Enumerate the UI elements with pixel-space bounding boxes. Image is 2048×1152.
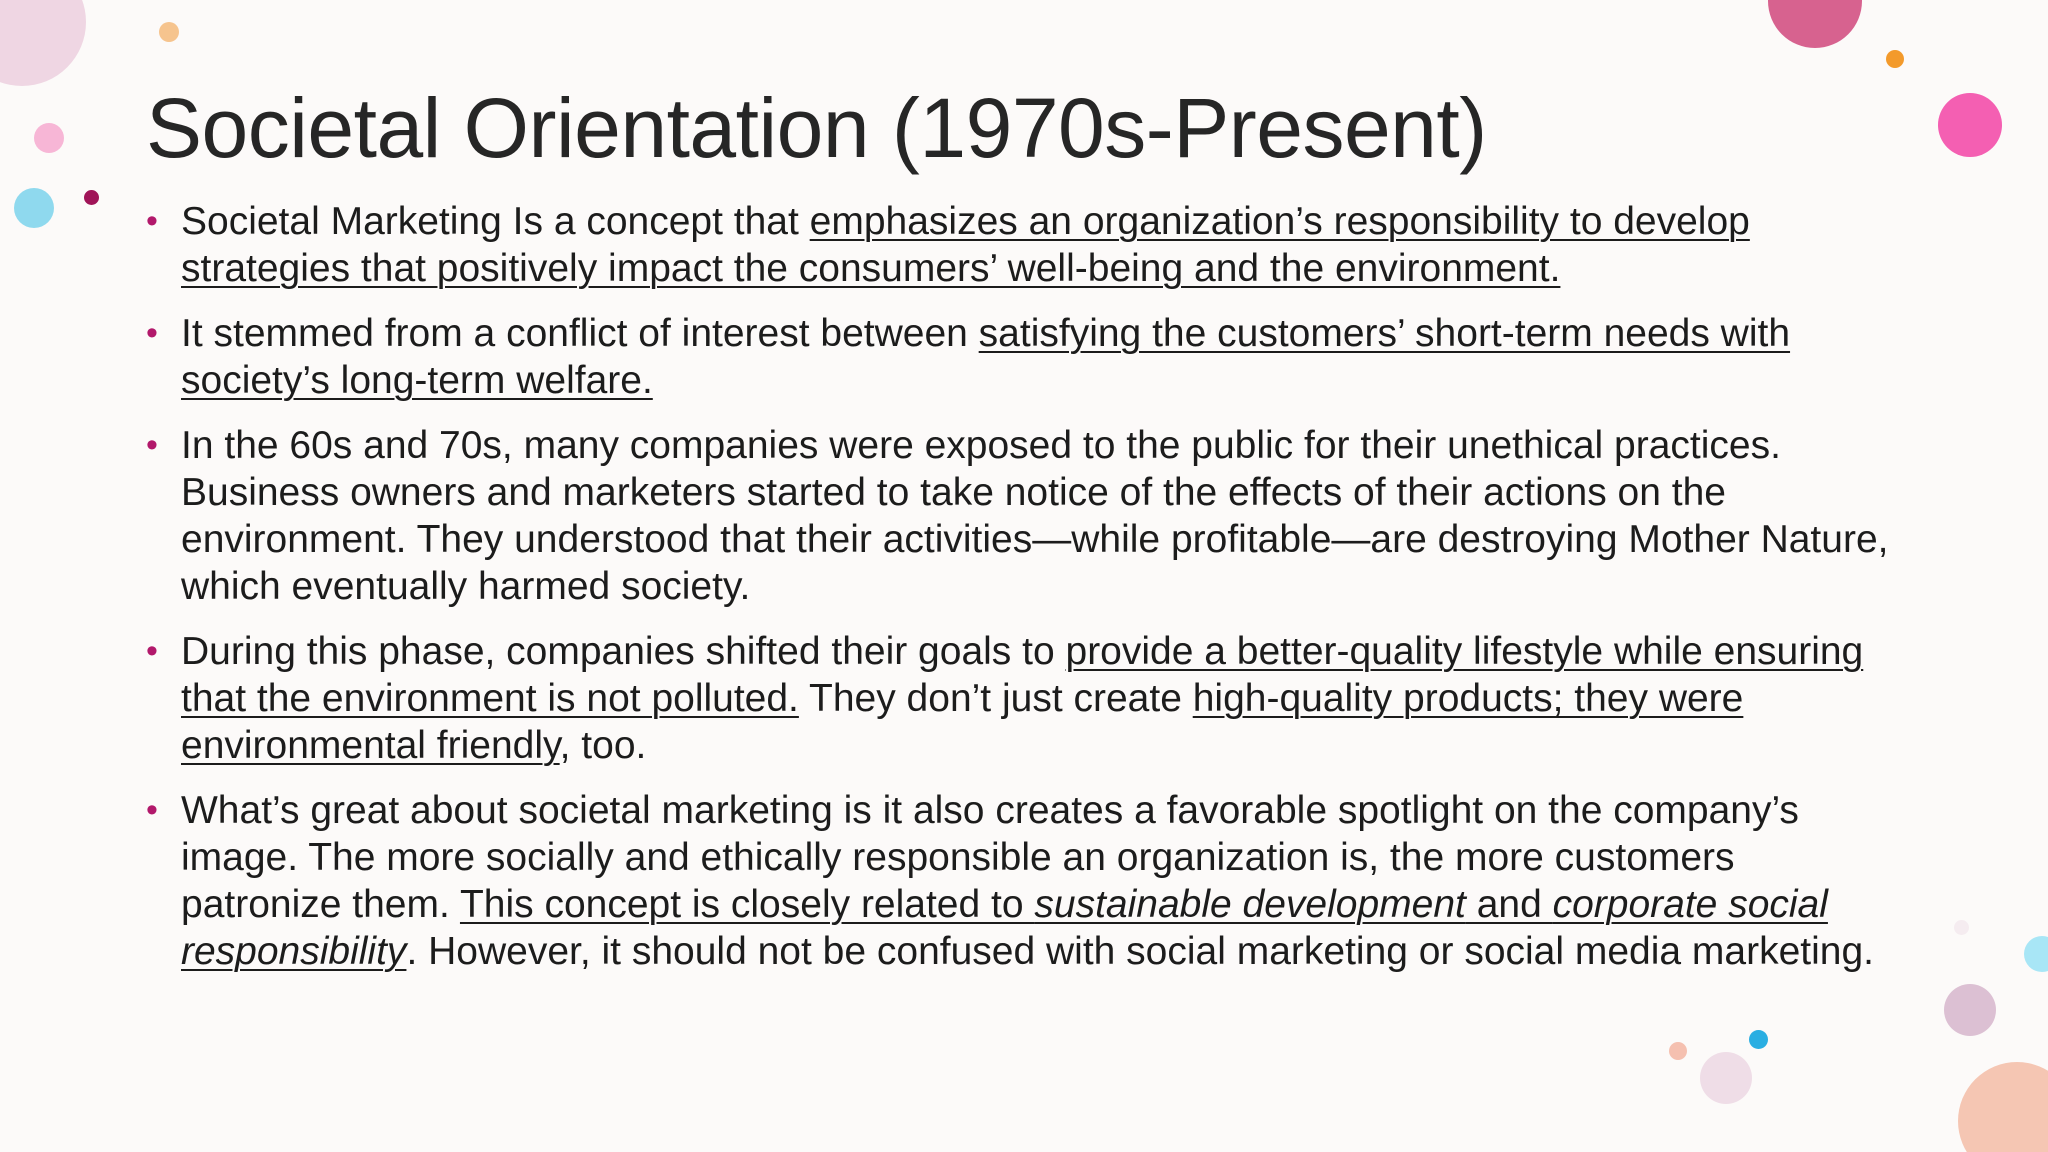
underlined-phrase: satisfying the customers’ short-term needs with society’s long-term welfare. [181, 312, 1791, 402]
bullet-icon: • [146, 314, 158, 352]
bullet-text: In the 60s and 70s, many companies were exposed to the public for their unethical practices. Business owners and marketers started to take notice of the effects of their actions on the environment. They understood that their activities—while profitable—are destroying Mother Nature, which eventually harmed society. [181, 424, 1889, 608]
italic-underlined-term: sustainable development [1034, 883, 1466, 926]
bullet-item [146, 628, 1896, 769]
bullet-item [146, 198, 1896, 292]
italic-underlined-term: corporate social responsibility [181, 883, 1828, 973]
bullet-text: It stemmed from a conflict of interest between [181, 312, 979, 355]
bullet-text: , too. [559, 724, 647, 767]
decorative-dot [1669, 1042, 1687, 1060]
decorative-dot [1954, 920, 1969, 935]
decorative-dot [1938, 93, 2002, 157]
bullet-icon: • [146, 202, 158, 240]
bullet-item [146, 310, 1896, 404]
underlined-phrase: provide a better-quality lifestyle while ensuring that the environment is not polluted. [181, 630, 1864, 720]
bullet-item [146, 422, 1896, 610]
decorative-dot [1958, 1062, 2048, 1152]
underlined-phrase: This concept is closely related to [459, 883, 1035, 926]
bullet-text: They don’t just create [798, 677, 1193, 720]
bullet-item [146, 787, 1896, 975]
decorative-dot [34, 123, 64, 153]
slide-title: Societal Orientation (1970s-Present) [146, 81, 1487, 175]
bullet-text: Societal Marketing Is a concept that [181, 200, 810, 243]
decorative-dot [1944, 984, 1996, 1036]
decorative-dot [1749, 1030, 1768, 1049]
bullet-text: What’s great about societal marketing is it also creates a favorable spotlight on the company’s image. The more socially and ethically responsible an organization is, the more customers patronize them. [181, 789, 1799, 926]
decorative-dot [2024, 936, 2048, 972]
decorative-dot [1886, 50, 1904, 68]
decorative-dot [14, 188, 54, 228]
bullet-icon: • [146, 632, 158, 670]
underlined-phrase: and [1465, 883, 1553, 926]
underlined-phrase: high-quality products; they were environmental friendly [181, 677, 1744, 767]
decorative-dot [0, 0, 86, 86]
bullet-icon: • [146, 791, 158, 829]
decorative-dot [159, 22, 179, 42]
decorative-dot [1700, 1052, 1752, 1104]
bullet-text: During this phase, companies shifted their goals to [181, 630, 1066, 673]
bullet-list [146, 198, 1896, 993]
decorative-dot [84, 190, 99, 205]
underlined-phrase: emphasizes an organization’s responsibility to develop strategies that positively impact the consumers’ well-being and the environment. [181, 200, 1750, 290]
decorative-dot [1768, 0, 1862, 48]
bullet-text: . However, it should not be confused with social marketing or social media marketing. [406, 930, 1874, 973]
bullet-icon: • [146, 426, 158, 464]
